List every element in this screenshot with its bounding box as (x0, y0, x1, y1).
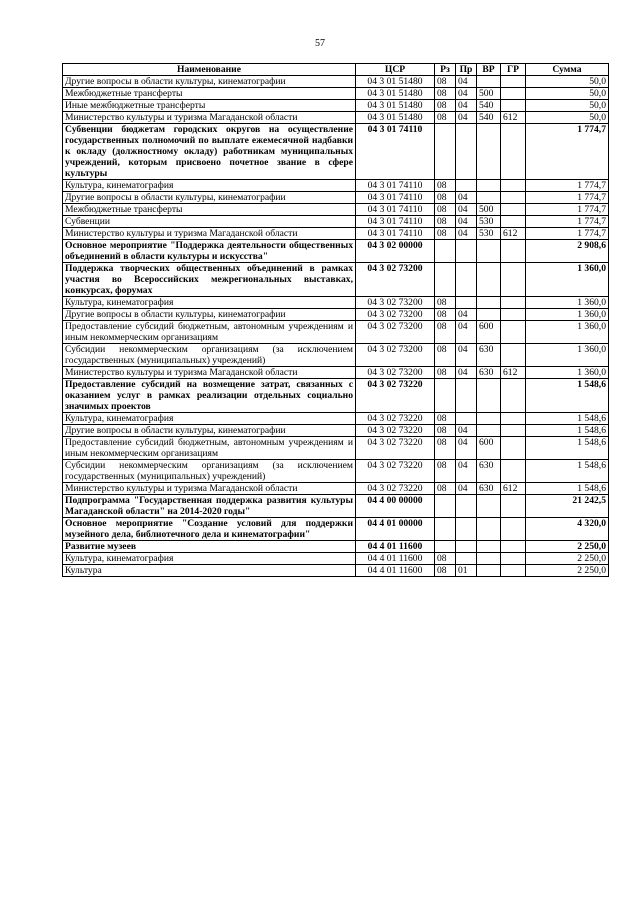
table-row (63, 240, 609, 263)
header-pr: Пр (456, 64, 477, 76)
cell-sum: 1 548,6 (526, 437, 609, 460)
cell-name: Культура, кинематография (63, 413, 356, 425)
cell-pr: 04 (456, 437, 477, 460)
cell-sum: 2 250,0 (526, 541, 609, 553)
table-row (63, 483, 609, 495)
cell-code: 04 3 02 73200 (356, 309, 435, 321)
cell-code: 04 4 00 00000 (356, 495, 435, 518)
cell-sum: 1 774,7 (526, 228, 609, 240)
cell-sum: 2 250,0 (526, 553, 609, 565)
table-row (63, 297, 609, 309)
table-row (63, 192, 609, 204)
cell-name: Другие вопросы в области культуры, кинематографии (63, 192, 356, 204)
cell-gr (501, 379, 526, 413)
table-row (63, 124, 609, 180)
cell-code: 04 3 01 74110 (356, 192, 435, 204)
cell-gr (501, 88, 526, 100)
cell-gr (501, 216, 526, 228)
page-number: 57 (315, 38, 325, 49)
table-row (63, 379, 609, 413)
cell-sum: 21 242,5 (526, 495, 609, 518)
cell-pr (456, 518, 477, 541)
cell-code: 04 3 02 73200 (356, 344, 435, 367)
cell-name: Министерство культуры и туризма Магаданской области (63, 367, 356, 379)
cell-vr: 600 (477, 321, 501, 344)
table-row (63, 180, 609, 192)
cell-gr (501, 297, 526, 309)
cell-name: Министерство культуры и туризма Магаданской области (63, 112, 356, 124)
cell-pr: 04 (456, 321, 477, 344)
cell-vr: 630 (477, 483, 501, 495)
header-code: ЦСР (356, 64, 435, 76)
cell-pr: 04 (456, 76, 477, 88)
cell-pr: 04 (456, 483, 477, 495)
cell-vr (477, 553, 501, 565)
cell-name: Другие вопросы в области культуры, кинематографии (63, 309, 356, 321)
cell-vr (477, 413, 501, 425)
table-row (63, 413, 609, 425)
table-row (63, 100, 609, 112)
cell-gr: 612 (501, 367, 526, 379)
cell-pr: 04 (456, 367, 477, 379)
cell-rz: 08 (435, 228, 456, 240)
cell-rz: 08 (435, 100, 456, 112)
cell-code: 04 3 01 51480 (356, 88, 435, 100)
cell-gr (501, 240, 526, 263)
cell-pr: 04 (456, 425, 477, 437)
cell-pr: 04 (456, 192, 477, 204)
cell-vr (477, 180, 501, 192)
table-row (63, 495, 609, 518)
cell-vr: 530 (477, 228, 501, 240)
cell-vr (477, 309, 501, 321)
cell-name: Культура, кинематография (63, 180, 356, 192)
cell-sum: 1 548,6 (526, 413, 609, 425)
table-row (63, 204, 609, 216)
cell-code: 04 3 01 51480 (356, 112, 435, 124)
cell-sum: 1 360,0 (526, 344, 609, 367)
cell-vr (477, 124, 501, 180)
table-row (63, 425, 609, 437)
cell-sum: 1 360,0 (526, 367, 609, 379)
cell-rz: 08 (435, 437, 456, 460)
cell-code: 04 3 01 51480 (356, 76, 435, 88)
cell-name: Министерство культуры и туризма Магаданской области (63, 228, 356, 240)
cell-sum: 1 360,0 (526, 263, 609, 297)
cell-vr (477, 379, 501, 413)
cell-sum: 1 774,7 (526, 216, 609, 228)
cell-sum: 1 774,7 (526, 192, 609, 204)
cell-sum: 1 360,0 (526, 297, 609, 309)
cell-code: 04 3 01 74110 (356, 216, 435, 228)
cell-vr (477, 518, 501, 541)
cell-pr: 04 (456, 460, 477, 483)
cell-name: Предоставление субсидий бюджетным, автономным учреждениям и иным некоммерческим организациям (63, 437, 356, 460)
table-body (63, 76, 609, 577)
cell-gr (501, 413, 526, 425)
cell-name: Иные межбюджетные трансферты (63, 100, 356, 112)
cell-vr: 500 (477, 88, 501, 100)
cell-sum: 1 774,7 (526, 204, 609, 216)
cell-code: 04 3 01 74110 (356, 124, 435, 180)
budget-table (62, 63, 609, 577)
cell-vr: 600 (477, 437, 501, 460)
table-row (63, 541, 609, 553)
cell-vr: 540 (477, 112, 501, 124)
cell-sum: 1 774,7 (526, 124, 609, 180)
cell-code: 04 3 02 73220 (356, 437, 435, 460)
cell-rz: 08 (435, 204, 456, 216)
cell-code: 04 4 01 11600 (356, 541, 435, 553)
cell-code: 04 4 01 00000 (356, 518, 435, 541)
cell-sum: 50,0 (526, 112, 609, 124)
cell-vr: 630 (477, 460, 501, 483)
cell-gr (501, 425, 526, 437)
cell-gr (501, 495, 526, 518)
cell-vr: 500 (477, 204, 501, 216)
cell-pr: 04 (456, 228, 477, 240)
cell-rz: 08 (435, 192, 456, 204)
cell-rz: 08 (435, 297, 456, 309)
cell-code: 04 3 01 74110 (356, 180, 435, 192)
cell-gr (501, 309, 526, 321)
cell-name: Другие вопросы в области культуры, кинематографии (63, 425, 356, 437)
cell-rz (435, 240, 456, 263)
cell-vr (477, 565, 501, 577)
cell-gr: 612 (501, 483, 526, 495)
cell-name: Культура, кинематография (63, 553, 356, 565)
cell-name: Предоставление субсидий бюджетным, автономным учреждениям и иным некоммерческим организациям (63, 321, 356, 344)
cell-code: 04 3 02 73220 (356, 483, 435, 495)
cell-vr: 630 (477, 344, 501, 367)
cell-name: Основное мероприятие "Поддержка деятельности общественных объединений в области культуры и искусства" (63, 240, 356, 263)
cell-pr (456, 124, 477, 180)
cell-gr (501, 344, 526, 367)
cell-sum: 1 774,7 (526, 180, 609, 192)
cell-rz (435, 518, 456, 541)
cell-gr (501, 553, 526, 565)
cell-pr (456, 495, 477, 518)
cell-code: 04 3 01 51480 (356, 100, 435, 112)
table-row (63, 228, 609, 240)
cell-sum: 2 250,0 (526, 565, 609, 577)
cell-sum: 1 360,0 (526, 309, 609, 321)
cell-pr (456, 413, 477, 425)
cell-code: 04 3 02 00000 (356, 240, 435, 263)
cell-pr: 04 (456, 204, 477, 216)
cell-code: 04 3 02 73220 (356, 413, 435, 425)
cell-sum: 2 908,6 (526, 240, 609, 263)
cell-rz: 08 (435, 180, 456, 192)
cell-name: Субсидии некоммерческим организациям (за исключением государственных (муниципальных) учреждений) (63, 344, 356, 367)
cell-rz: 08 (435, 460, 456, 483)
cell-rz: 08 (435, 413, 456, 425)
table-row (63, 437, 609, 460)
cell-vr (477, 263, 501, 297)
cell-rz: 08 (435, 321, 456, 344)
header-sum: Сумма (526, 64, 609, 76)
cell-rz: 08 (435, 76, 456, 88)
cell-pr (456, 553, 477, 565)
cell-name: Субвенции (63, 216, 356, 228)
cell-pr (456, 180, 477, 192)
cell-vr (477, 297, 501, 309)
cell-gr (501, 192, 526, 204)
cell-rz (435, 379, 456, 413)
cell-pr (456, 263, 477, 297)
cell-pr: 04 (456, 216, 477, 228)
cell-rz: 08 (435, 367, 456, 379)
cell-code: 04 4 01 11600 (356, 553, 435, 565)
cell-vr (477, 495, 501, 518)
cell-vr (477, 192, 501, 204)
cell-pr: 04 (456, 100, 477, 112)
cell-vr: 540 (477, 100, 501, 112)
cell-pr (456, 240, 477, 263)
cell-name: Межбюджетные трансферты (63, 88, 356, 100)
cell-pr: 04 (456, 88, 477, 100)
table-row (63, 88, 609, 100)
cell-pr: 04 (456, 112, 477, 124)
cell-vr (477, 541, 501, 553)
cell-gr (501, 180, 526, 192)
table-row (63, 565, 609, 577)
table-row (63, 309, 609, 321)
cell-rz: 08 (435, 216, 456, 228)
header-name: Наименование (63, 64, 356, 76)
table-row (63, 367, 609, 379)
cell-pr (456, 379, 477, 413)
cell-name: Поддержка творческих общественных объединений в рамках участия во Всероссийских межрегиональных выставках, конкурсах, форумах (63, 263, 356, 297)
header-vr: ВР (477, 64, 501, 76)
header-gr: ГР (501, 64, 526, 76)
table-row (63, 263, 609, 297)
cell-gr (501, 204, 526, 216)
cell-rz (435, 541, 456, 553)
cell-sum: 50,0 (526, 100, 609, 112)
cell-gr (501, 263, 526, 297)
table-row (63, 112, 609, 124)
cell-code: 04 3 02 73200 (356, 367, 435, 379)
cell-name: Предоставление субсидий на возмещение затрат, связанных с оказанием услуг в рамках реализации отдельных социально значимых проектов (63, 379, 356, 413)
table-header-row (63, 64, 609, 76)
table-row (63, 460, 609, 483)
table-row (63, 76, 609, 88)
cell-sum: 1 548,6 (526, 460, 609, 483)
cell-name: Другие вопросы в области культуры, кинематографии (63, 76, 356, 88)
cell-rz (435, 495, 456, 518)
cell-sum: 1 548,6 (526, 425, 609, 437)
table-row (63, 553, 609, 565)
cell-rz (435, 124, 456, 180)
table-row (63, 216, 609, 228)
cell-gr (501, 321, 526, 344)
cell-sum: 50,0 (526, 88, 609, 100)
cell-gr (501, 565, 526, 577)
cell-rz: 08 (435, 88, 456, 100)
cell-name: Культура, кинематография (63, 297, 356, 309)
cell-code: 04 3 02 73220 (356, 425, 435, 437)
cell-gr: 612 (501, 228, 526, 240)
cell-rz: 08 (435, 553, 456, 565)
cell-rz: 08 (435, 565, 456, 577)
cell-gr (501, 437, 526, 460)
cell-gr (501, 124, 526, 180)
cell-rz: 08 (435, 344, 456, 367)
cell-code: 04 3 01 74110 (356, 228, 435, 240)
cell-name: Подпрограмма "Государственная поддержка развития культуры Магаданской области" на 2014-2020 годы" (63, 495, 356, 518)
cell-vr: 630 (477, 367, 501, 379)
cell-gr (501, 100, 526, 112)
cell-name: Основное мероприятие "Создание условий для поддержки музейного дела, библиотечного дела и кинематографии" (63, 518, 356, 541)
cell-sum: 1 548,6 (526, 483, 609, 495)
cell-gr: 612 (501, 112, 526, 124)
cell-gr (501, 76, 526, 88)
cell-code: 04 3 02 73200 (356, 297, 435, 309)
cell-code: 04 4 01 11600 (356, 565, 435, 577)
cell-code: 04 3 02 73200 (356, 263, 435, 297)
header-rz: Рз (435, 64, 456, 76)
cell-gr (501, 541, 526, 553)
cell-name: Развитие музеев (63, 541, 356, 553)
cell-sum: 4 320,0 (526, 518, 609, 541)
cell-rz: 08 (435, 483, 456, 495)
cell-pr (456, 541, 477, 553)
cell-pr: 01 (456, 565, 477, 577)
cell-vr (477, 425, 501, 437)
cell-rz (435, 263, 456, 297)
cell-code: 04 3 01 74110 (356, 204, 435, 216)
cell-name: Субвенции бюджетам городских округов на осуществление государственных полномочий по выплате ежемесячной надбавки к окладу (должностному окладу) работникам муниципальных учреждений, которым присвоено почетное звание в сфере культуры (63, 124, 356, 180)
table-row (63, 321, 609, 344)
cell-sum: 50,0 (526, 76, 609, 88)
cell-vr: 530 (477, 216, 501, 228)
cell-gr (501, 460, 526, 483)
cell-name: Субсидии некоммерческим организациям (за исключением государственных (муниципальных) учреждений) (63, 460, 356, 483)
cell-rz: 08 (435, 112, 456, 124)
cell-gr (501, 518, 526, 541)
cell-name: Межбюджетные трансферты (63, 204, 356, 216)
cell-name: Министерство культуры и туризма Магаданской области (63, 483, 356, 495)
cell-code: 04 3 02 73220 (356, 379, 435, 413)
cell-rz: 08 (435, 425, 456, 437)
cell-name: Культура (63, 565, 356, 577)
cell-pr (456, 297, 477, 309)
cell-pr: 04 (456, 344, 477, 367)
cell-vr (477, 240, 501, 263)
cell-pr: 04 (456, 309, 477, 321)
cell-rz: 08 (435, 309, 456, 321)
cell-code: 04 3 02 73200 (356, 321, 435, 344)
table-row (63, 344, 609, 367)
cell-sum: 1 360,0 (526, 321, 609, 344)
cell-sum: 1 548,6 (526, 379, 609, 413)
table-row (63, 518, 609, 541)
cell-code: 04 3 02 73220 (356, 460, 435, 483)
cell-vr (477, 76, 501, 88)
